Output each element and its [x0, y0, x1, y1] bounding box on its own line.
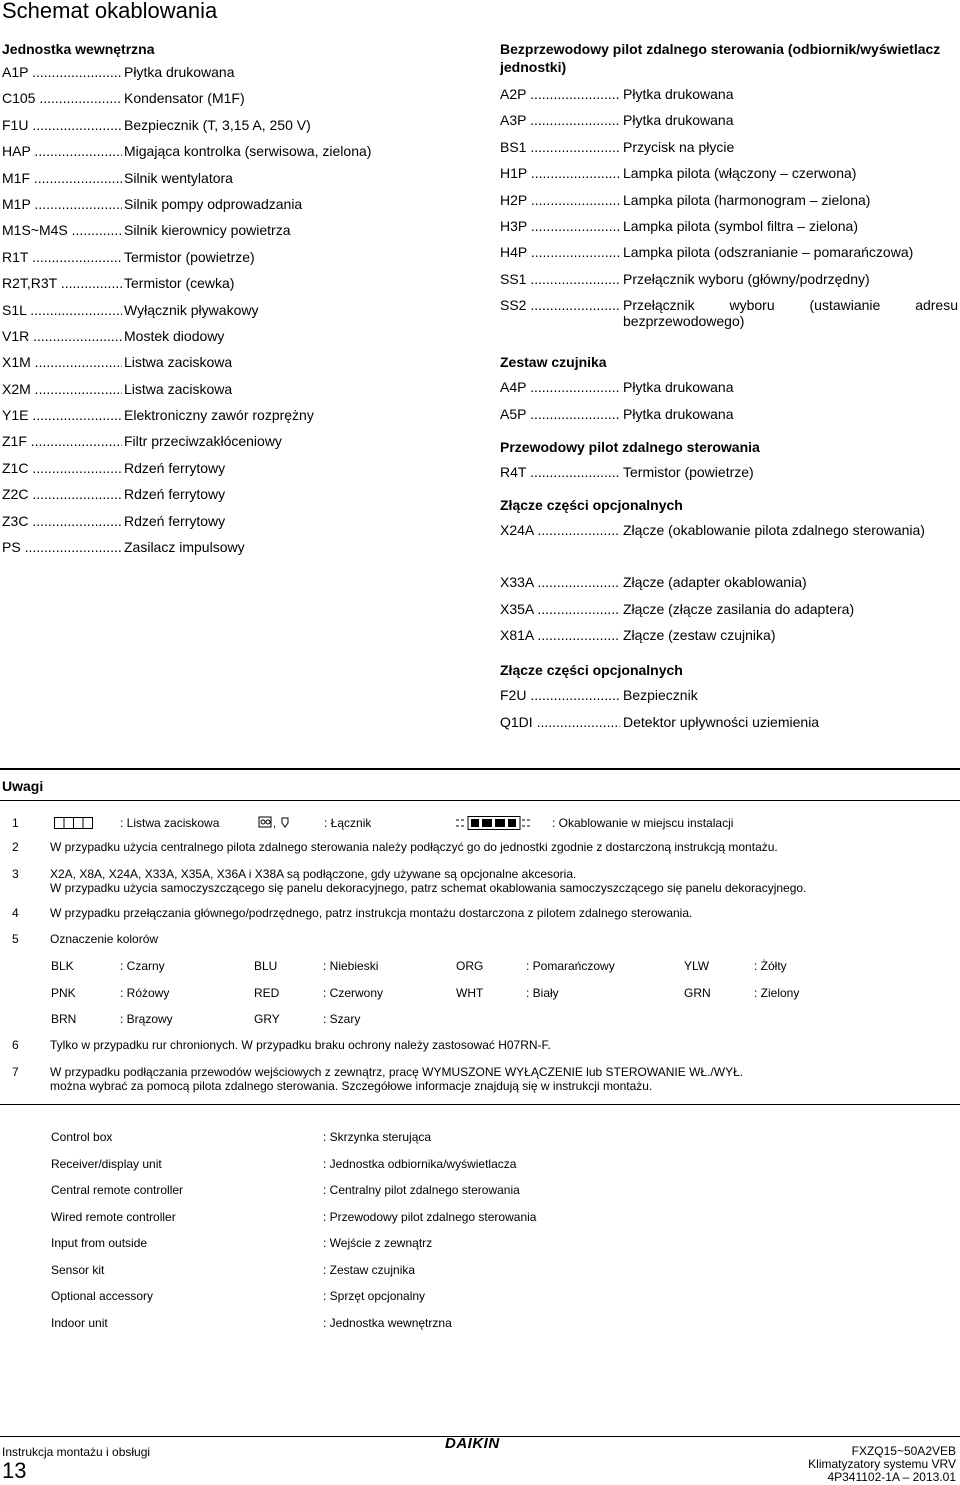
color-name: : Żółty — [754, 959, 787, 973]
component-code: V1R ..... — [2, 328, 122, 344]
component-code: Y1E ..... — [2, 407, 122, 423]
note-number: 1 — [12, 816, 19, 830]
color-code: WHT — [456, 986, 484, 1000]
connector-icon — [258, 815, 294, 829]
component-code: X24A ..... — [500, 522, 620, 538]
component-description: Silnik pompy odprowadzania — [124, 195, 303, 212]
note-number: 7 — [12, 1065, 19, 1079]
glossary-translation: : Przewodowy pilot zdalnego sterowania — [323, 1210, 537, 1224]
component-description: Lampka pilota (odszranianie – pomarańczowa) — [623, 244, 914, 261]
component-code: M1S~M4S ..... — [2, 222, 122, 238]
terminal-strip-label: : Listwa zaciskowa — [120, 816, 220, 830]
color-name: : Zielony — [754, 986, 800, 1000]
component-code: A1P ..... — [2, 64, 122, 80]
component-description: Płytka drukowana — [124, 64, 235, 80]
legend-entry — [500, 601, 958, 627]
glossary-term: Indoor unit — [51, 1316, 108, 1330]
color-code: RED — [254, 986, 280, 1000]
component-code: F1U ..... — [2, 117, 122, 133]
component-code: A5P ..... — [500, 406, 620, 422]
glossary-term: Wired remote controller — [51, 1210, 176, 1224]
note-text: W przypadku użycia samoczyszczącego się panelu dekoracyjnego, patrz schemat okablowania samoczyszczącego się panelu dekoracyjnego. — [50, 881, 807, 895]
document-code: 4P341102-1A – 2013.01 — [827, 1470, 956, 1484]
color-code: GRY — [254, 1012, 280, 1026]
glossary-term: Receiver/display unit — [51, 1157, 162, 1171]
component-code: Q1DI ..... — [500, 714, 620, 730]
glossary-translation: : Wejście z zewnątrz — [323, 1236, 433, 1250]
page-title: Schemat okablowania — [2, 0, 218, 23]
legend-entry — [2, 381, 472, 407]
component-description: Termistor (powietrze) — [623, 463, 754, 480]
component-description: Bezpiecznik — [623, 687, 698, 704]
legend-entry — [2, 117, 472, 143]
component-description: Złącze (złącze zasilania do adaptera) — [623, 600, 855, 617]
component-code: A4P ..... — [500, 379, 620, 395]
color-name: : Biały — [526, 986, 559, 1000]
legend-entry — [2, 222, 472, 248]
glossary-term: Input from outside — [51, 1236, 148, 1250]
component-code: X33A ..... — [500, 574, 620, 590]
color-name: : Brązowy — [120, 1012, 173, 1026]
component-description: Lampka pilota (harmonogram – zielona) — [623, 191, 871, 208]
component-code: PS ..... — [2, 539, 122, 555]
field-wiring-icon — [456, 816, 532, 830]
note-number: 2 — [12, 840, 19, 854]
footer-manual-title: Instrukcja montażu i obsługi — [2, 1445, 151, 1459]
component-description: Rdzeń ferrytowy — [124, 486, 226, 503]
legend-entry — [500, 271, 958, 297]
legend-section — [500, 353, 958, 432]
connector-label: : Łącznik — [324, 816, 372, 830]
component-code: X2M ..... — [2, 381, 122, 397]
component-description: Złącze (okablowanie pilota zdalnego sterowania) — [623, 522, 925, 539]
component-description: Silnik kierownicy powietrza — [124, 222, 291, 239]
legend-section — [500, 661, 958, 740]
options-legend — [500, 40, 958, 740]
color-code: ORG — [456, 959, 484, 973]
component-code: M1P ..... — [2, 196, 122, 212]
component-description: Przycisk na płycie — [623, 138, 735, 155]
legend-entry — [500, 406, 958, 432]
component-description: Kondensator (M1F) — [124, 90, 245, 107]
component-code: X35A ..... — [500, 601, 620, 617]
terminal-strip-icon — [54, 817, 94, 829]
legend-entry — [2, 64, 472, 90]
component-code: R4T ..... — [500, 464, 620, 480]
indoor-unit-legend — [2, 40, 472, 565]
legend-entry — [2, 275, 472, 301]
component-description: Bezpiecznik (T, 3,15 A, 250 V) — [124, 116, 311, 133]
component-code: HAP ..... — [2, 143, 122, 159]
legend-entry — [500, 218, 958, 244]
glossary-term: Optional accessory — [51, 1289, 154, 1303]
component-description: Przełącznik wyboru (główny/podrzędny) — [623, 270, 870, 287]
section-heading: Jednostka wewnętrzna — [2, 41, 155, 57]
legend-entry — [500, 687, 958, 713]
component-description: Filtr przeciwzakłóceniowy — [124, 433, 282, 450]
note-text: Tylko w przypadku rur chronionych. W przypadku braku ochrony należy zastosować H07RN-F. — [50, 1038, 551, 1052]
legend-entry — [2, 460, 472, 486]
glossary-translation: : Zestaw czujnika — [323, 1263, 416, 1277]
glossary-translation: : Jednostka odbiornika/wyświetlacza — [323, 1157, 517, 1171]
component-description: Wyłącznik pływakowy — [124, 301, 259, 318]
divider — [0, 1104, 960, 1105]
legend-entry — [500, 379, 958, 405]
color-name: : Czarny — [120, 959, 165, 973]
color-code: GRN — [684, 986, 711, 1000]
legend-entry — [2, 90, 472, 116]
component-code: Z2C ..... — [2, 486, 122, 502]
section-heading: Zestaw czujnika — [500, 354, 607, 371]
divider — [0, 800, 960, 801]
legend-entry — [2, 539, 472, 565]
color-code: PNK — [51, 986, 76, 1000]
component-code: A3P ..... — [500, 112, 620, 128]
component-description: Złącze (zestaw czujnika) — [623, 627, 776, 644]
component-description: Rdzeń ferrytowy — [124, 512, 226, 529]
component-code: R2T,R3T ..... — [2, 275, 122, 291]
glossary-term: Control box — [51, 1130, 113, 1144]
component-description: Lampka pilota (włączony – czerwona) — [623, 165, 857, 182]
component-description: Złącze (adapter okablowania) — [623, 574, 807, 591]
component-description: Płytka drukowana — [623, 379, 734, 396]
legend-entry — [500, 112, 958, 138]
component-description: Termistor (powietrze) — [124, 248, 255, 265]
legend-entry — [500, 714, 958, 740]
component-description: Detektor upływności uziemienia — [623, 713, 820, 730]
note-number: 4 — [12, 906, 19, 920]
component-code: F2U ..... — [500, 687, 620, 703]
model-number: FXZQ15~50A2VEB — [851, 1444, 956, 1458]
legend-entry — [2, 196, 472, 222]
note-text: można wybrać za pomocą pilota zdalnego sterowania. Szczegółowe informacje znajdują się w instrukcji montażu. — [50, 1079, 653, 1093]
component-code: H3P ..... — [500, 218, 620, 234]
note-text: X2A, X8A, X24A, X33A, X35A, X36A i X38A są podłączone, gdy używane są opcjonalne akcesoria. — [50, 867, 577, 881]
component-description: Migająca kontrolka (serwisowa, zielona) — [124, 143, 372, 160]
component-code: S1L ..... — [2, 302, 122, 318]
legend-entry — [500, 297, 958, 349]
legend-entry — [2, 513, 472, 539]
note-text: W przypadku podłączania przewodów wejściowych z zewnątrz, pracę WYMUSZONE WYŁĄCZENIE lub STEROWANIE WŁ./WYŁ. — [50, 1065, 744, 1079]
legend-entry — [500, 464, 958, 490]
component-code: SS2 ..... — [500, 297, 620, 313]
glossary-term: Sensor kit — [51, 1263, 105, 1277]
legend-entry — [2, 302, 472, 328]
glossary-translation: : Centralny pilot zdalnego sterowania — [323, 1183, 520, 1197]
legend-entry — [500, 574, 958, 600]
legend-entry — [2, 407, 472, 433]
component-description: Listwa zaciskowa — [124, 354, 233, 371]
brand-text: DAIKIN — [445, 1435, 500, 1451]
legend-entry — [2, 143, 472, 169]
component-code: Z3C ..... — [2, 513, 122, 529]
notes-title: Uwagi — [2, 778, 44, 794]
legend-entry — [2, 433, 472, 459]
component-code: R1T ..... — [2, 249, 122, 265]
legend-entry — [500, 244, 958, 270]
component-description: Rdzeń ferrytowy — [124, 459, 226, 476]
legend-entry — [500, 139, 958, 165]
note-text: W przypadku użycia centralnego pilota zdalnego sterowania należy podłączyć go do jednostki zgodnie z dostarczoną instrukcją montażu. — [50, 840, 778, 854]
glossary-translation: : Skrzynka sterująca — [323, 1130, 432, 1144]
note-number: 5 — [12, 932, 19, 946]
color-name: : Czerwony — [323, 986, 384, 1000]
section-heading: Złącze części opcjonalnych — [500, 662, 683, 679]
component-code: H4P ..... — [500, 244, 620, 260]
color-code: YLW — [684, 959, 710, 973]
legend-entry — [500, 192, 958, 218]
section-heading: Złącze części opcjonalnych — [500, 497, 683, 514]
color-code: BRN — [51, 1012, 77, 1026]
component-code: X1M ..... — [2, 354, 122, 370]
legend-entry — [500, 522, 958, 574]
color-code: BLK — [51, 959, 74, 973]
component-code: M1F ..... — [2, 170, 122, 186]
note-number: 6 — [12, 1038, 19, 1052]
legend-entry — [2, 170, 472, 196]
footer-model-info — [808, 1445, 956, 1484]
color-name: : Szary — [323, 1012, 361, 1026]
legend-entry — [2, 486, 472, 512]
component-description: Płytka drukowana — [623, 86, 734, 102]
glossary-term: Central remote controller — [51, 1183, 184, 1197]
glossary-translation: : Sprzęt opcjonalny — [323, 1289, 426, 1303]
component-description: Elektroniczny zawór rozprężny — [124, 407, 314, 424]
legend-section — [500, 496, 958, 653]
component-description: Lampka pilota (symbol filtra – zielona) — [623, 217, 858, 234]
legend-entry — [2, 249, 472, 275]
note-number: 3 — [12, 867, 19, 881]
component-code: BS1 ..... — [500, 139, 620, 155]
component-description: Termistor (cewka) — [124, 275, 235, 292]
component-code: X81A ..... — [500, 627, 620, 643]
glossary-translation: : Jednostka wewnętrzna — [323, 1316, 452, 1330]
component-description: Płytka drukowana — [623, 405, 734, 422]
component-description: Silnik wentylatora — [124, 169, 233, 186]
section-heading: Bezprzewodowy pilot zdalnego sterowania (odbiornik/wyświetlacz jednostki) — [500, 41, 941, 75]
component-code: H1P ..... — [500, 165, 620, 181]
page-number: 13 — [2, 1458, 27, 1483]
note-text: W przypadku przełączania głównego/podrzędnego, patrz instrukcja montażu dostarczona z pilotem zdalnego sterowania. — [50, 906, 693, 920]
legend-entry — [2, 328, 472, 354]
legend-section — [500, 40, 958, 349]
component-code: SS1 ..... — [500, 271, 620, 287]
component-code: Z1C ..... — [2, 460, 122, 476]
component-code: H2P ..... — [500, 192, 620, 208]
component-description: Listwa zaciskowa — [124, 380, 233, 397]
color-name: : Różowy — [120, 986, 170, 1000]
daikin-logo — [445, 1435, 517, 1456]
field-wiring-label: : Okablowanie w miejscu instalacji — [552, 816, 734, 830]
legend-entry — [2, 354, 472, 380]
component-code: Z1F ..... — [2, 433, 122, 449]
divider — [0, 768, 960, 770]
legend-section — [500, 438, 958, 490]
component-description: Płytka drukowana — [623, 112, 734, 129]
legend-entry — [500, 627, 958, 653]
product-line: Klimatyzatory systemu VRV — [808, 1457, 956, 1471]
component-description: Zasilacz impulsowy — [124, 539, 245, 556]
component-code: C105 ..... — [2, 90, 122, 106]
section-heading: Przewodowy pilot zdalnego sterowania — [500, 438, 760, 455]
legend-entry — [500, 165, 958, 191]
svg-text:,: , — [273, 818, 277, 829]
legend-entry — [500, 86, 958, 112]
component-code: A2P ..... — [500, 86, 620, 102]
note-text: Oznaczenie kolorów — [50, 932, 159, 946]
component-description: Mostek diodowy — [124, 327, 225, 344]
color-name: : Pomarańczowy — [526, 959, 615, 973]
component-description: Przełącznik wyboru (ustawianie adresu bezprzewodowego) — [623, 297, 958, 330]
color-name: : Niebieski — [323, 959, 379, 973]
color-code: BLU — [254, 959, 278, 973]
